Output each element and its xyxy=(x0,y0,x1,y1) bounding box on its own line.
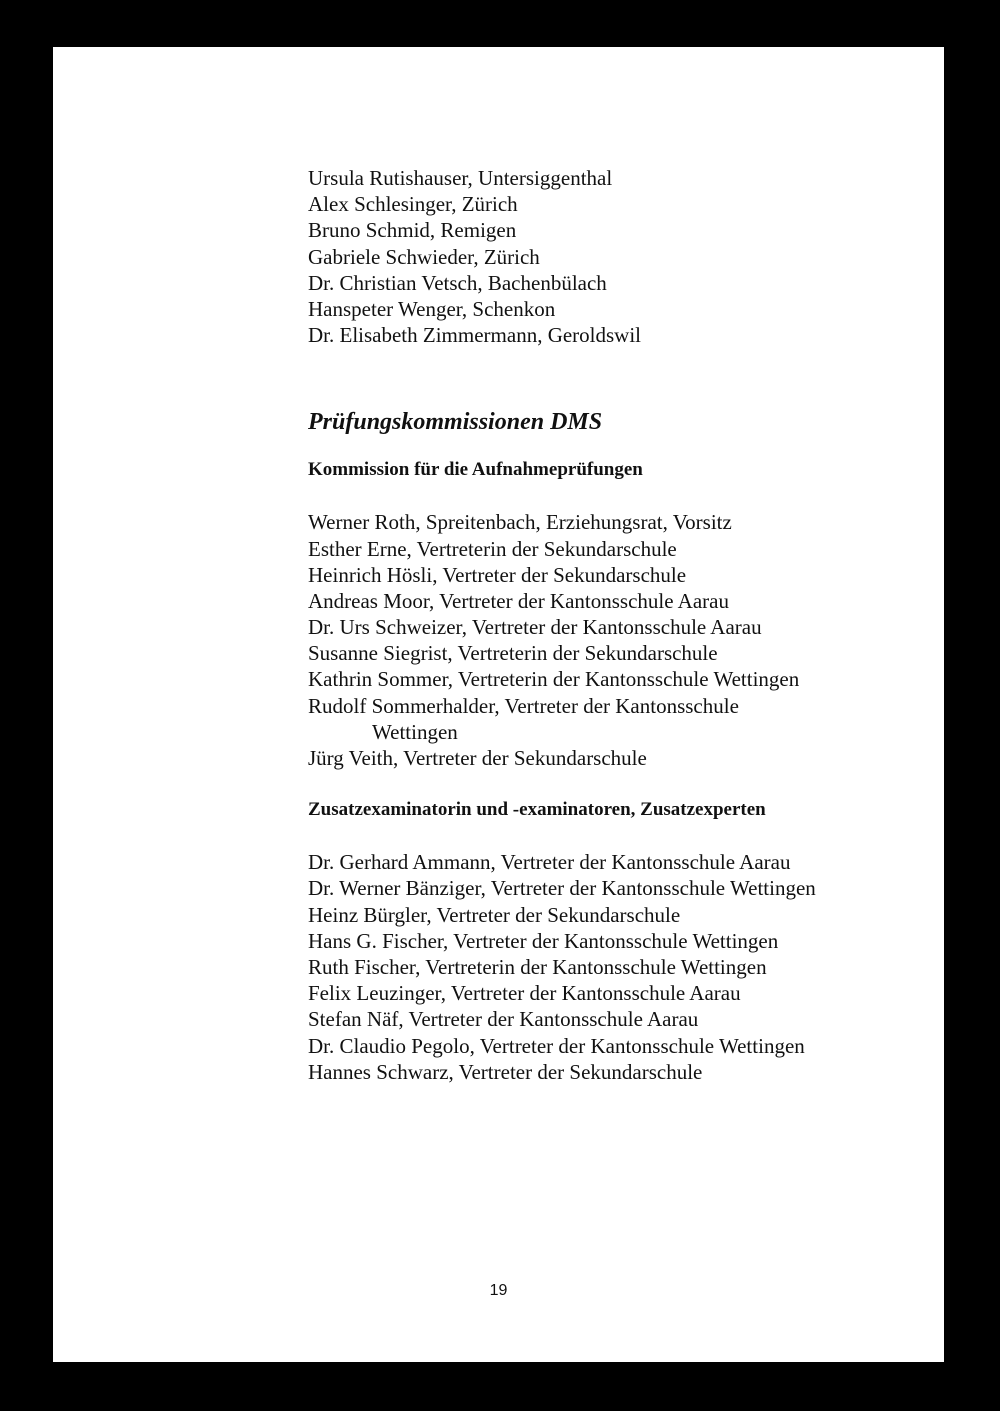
list-item: Ruth Fischer, Vertreterin der Kantonsschule Wettingen xyxy=(308,954,767,979)
page-number: 19 xyxy=(489,1282,508,1299)
list-item: Andreas Moor, Vertreter der Kantonsschule Aarau xyxy=(308,588,729,613)
list-item: Kathrin Sommer, Vertreterin der Kantonsschule Wettingen xyxy=(308,667,800,692)
list-item: Hans G. Fischer, Vertreter der Kantonsschule Wettingen xyxy=(308,928,779,953)
top-name-list xyxy=(308,165,908,348)
list-item: Jürg Veith, Vertreter der Sekundarschule xyxy=(308,746,647,770)
list-item: Ursula Rutishauser, Untersiggenthal xyxy=(308,166,613,190)
list-item: Esther Erne, Vertreterin der Sekundarschule xyxy=(308,536,677,561)
list-item: Dr. Elisabeth Zimmermann, Geroldswil xyxy=(308,323,642,348)
list-item: Bruno Schmid, Remigen xyxy=(308,218,517,243)
list-item: Alex Schlesinger, Zürich xyxy=(308,192,518,217)
list-item-continuation: Wettingen xyxy=(372,719,458,744)
list-item: Hannes Schwarz, Vertreter der Sekundarschule xyxy=(308,1059,703,1084)
section-title: Prüfungskommissionen DMS xyxy=(308,409,603,436)
page-content xyxy=(308,165,908,1085)
list-item: Dr. Urs Schweizer, Vertreter der Kantonsschule Aarau xyxy=(308,615,762,640)
list-item: Dr. Christian Vetsch, Bachenbülach xyxy=(308,270,607,295)
list-item: Heinrich Hösli, Vertreter der Sekundarschule xyxy=(308,562,687,587)
list-item: Dr. Gerhard Ammann, Vertreter der Kantonsschule Aarau xyxy=(308,850,791,875)
list-item: Heinz Bürgler, Vertreter der Sekundarschule xyxy=(308,902,681,927)
list-item: Werner Roth, Spreitenbach, Erziehungsrat, Vorsitz xyxy=(308,510,732,535)
list-item: Stefan Näf, Vertreter der Kantonsschule Aarau xyxy=(308,1007,699,1032)
examiners-member-list xyxy=(308,849,908,1085)
list-item: Rudolf Sommerhalder, Vertreter der Kantonsschule xyxy=(308,693,739,718)
commission-member-list xyxy=(308,509,908,771)
list-item: Hanspeter Wenger, Schenkon xyxy=(308,296,556,321)
list-item: Felix Leuzinger, Vertreter der Kantonsschule Aarau xyxy=(308,981,741,1006)
document-page xyxy=(53,47,944,1362)
list-item: Dr. Claudio Pegolo, Vertreter der Kantonsschule Wettingen xyxy=(308,1033,805,1058)
list-item: Susanne Siegrist, Vertreterin der Sekundarschule xyxy=(308,641,718,666)
examiners-heading: Zusatzexaminatorin und -examinatoren, Zusatzexperten xyxy=(308,799,766,821)
list-item: Gabriele Schwieder, Zürich xyxy=(308,244,540,269)
commission-heading: Kommission für die Aufnahmeprüfungen xyxy=(308,459,643,481)
list-item: Dr. Werner Bänziger, Vertreter der Kantonsschule Wettingen xyxy=(308,876,816,901)
